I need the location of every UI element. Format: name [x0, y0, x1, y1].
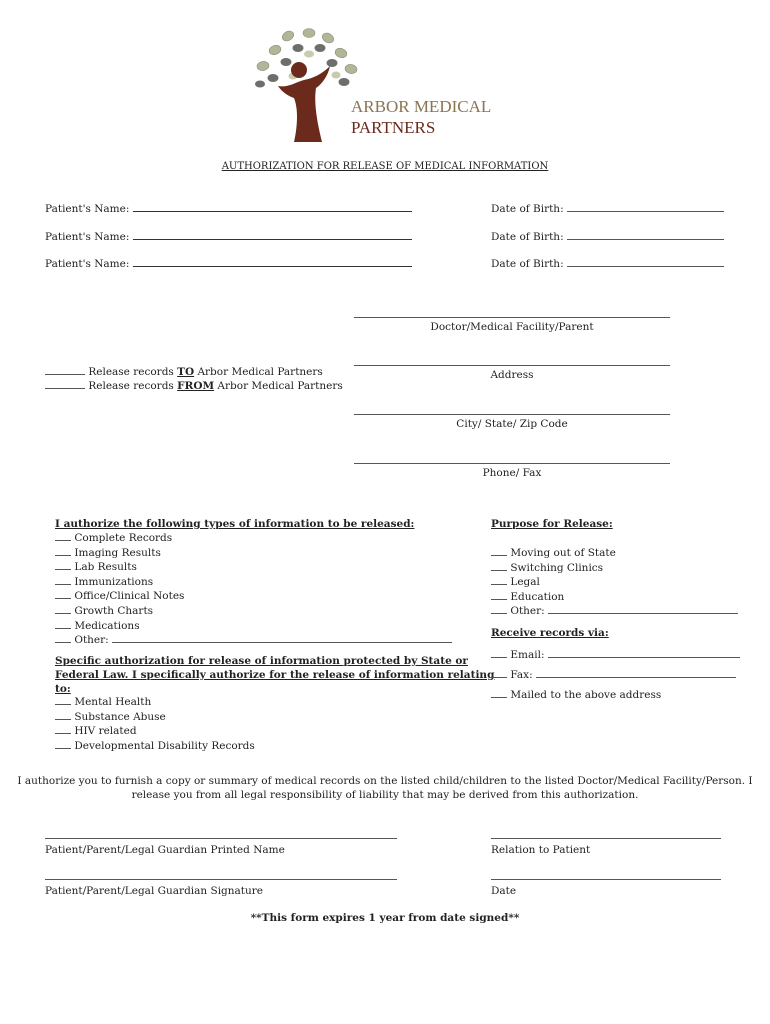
receive-email-label: Email: [510, 649, 545, 661]
patient-name-row-3 [45, 257, 412, 270]
address-label: Address [490, 369, 534, 381]
city-state-zip-label: City/ State/ Zip Code [456, 418, 568, 430]
list-item: Growth Charts [55, 604, 452, 619]
leaf [339, 78, 350, 86]
checkbox-line[interactable] [55, 695, 71, 705]
patient-name-field[interactable] [133, 257, 412, 267]
other-purpose-field[interactable] [548, 604, 738, 614]
address-field[interactable] [354, 357, 670, 366]
signature-field[interactable] [45, 873, 397, 880]
purpose-list [491, 546, 738, 619]
leaf [334, 47, 348, 60]
receive-heading: Receive records via: [491, 627, 609, 639]
leaf [315, 44, 326, 52]
dob-label: Date of Birth: [491, 231, 564, 243]
checkbox-line[interactable] [491, 604, 507, 614]
receive-mail-label: Mailed to the above address [510, 689, 662, 701]
receive-fax-label: Fax: [510, 669, 533, 681]
city-state-zip-field[interactable] [354, 406, 670, 415]
expiry-notice: **This form expires 1 year from date signed** [250, 912, 520, 924]
list-item: Legal [491, 575, 738, 590]
checkbox-line[interactable] [491, 546, 507, 556]
tree-logo [248, 26, 364, 148]
info-types-list [55, 531, 452, 648]
leaf [268, 74, 279, 82]
patient-name-row-2 [45, 230, 412, 243]
checkbox-line[interactable] [491, 688, 507, 698]
checkbox-line[interactable] [55, 604, 71, 614]
leaf [256, 61, 269, 72]
release-from-option [45, 379, 343, 392]
relation-field[interactable] [491, 832, 721, 839]
list-item: HIV related [55, 724, 255, 739]
receive-mail-option [491, 688, 661, 701]
leaf [327, 59, 338, 67]
release-from-text: Release records [88, 380, 178, 392]
checkbox-line[interactable] [491, 561, 507, 571]
release-to-text: Release records [88, 366, 178, 378]
dob-label: Date of Birth: [491, 258, 564, 270]
list-item: Education [491, 590, 738, 605]
list-item: Developmental Disability Records [55, 739, 255, 754]
specific-list [55, 695, 255, 753]
phone-fax-field[interactable] [354, 455, 670, 464]
leaf [281, 58, 292, 66]
release-from-checkbox-line[interactable] [45, 379, 85, 389]
other-info-field[interactable] [112, 633, 452, 643]
leaf [293, 44, 304, 52]
dob-row-2 [491, 230, 724, 243]
leaf [344, 64, 357, 75]
checkbox-line[interactable] [491, 590, 507, 600]
checkbox-line[interactable] [491, 575, 507, 585]
dob-field[interactable] [567, 230, 724, 240]
leaf [304, 51, 314, 58]
date-label: Date [491, 885, 517, 897]
date-field[interactable] [491, 873, 721, 880]
checkbox-line[interactable] [55, 724, 71, 734]
checkbox-line[interactable] [55, 710, 71, 720]
release-to-keyword: TO [177, 366, 195, 378]
release-to-checkbox-line[interactable] [45, 365, 85, 375]
authorization-statement-line2: release you from all legal responsibility of liability that may be derived from this authorization. [131, 789, 639, 801]
list-item: Switching Clinics [491, 561, 738, 576]
list-item: Substance Abuse [55, 710, 255, 725]
figure-body [278, 66, 330, 142]
patient-name-label: Patient's Name: [45, 231, 130, 243]
checkbox-line[interactable] [55, 633, 71, 643]
dob-row-3 [491, 257, 724, 270]
checkbox-line[interactable] [55, 531, 71, 541]
list-item: Other: [55, 633, 452, 648]
release-to-option [45, 365, 323, 378]
patient-name-label: Patient's Name: [45, 258, 130, 270]
list-item: Mental Health [55, 695, 255, 710]
list-item: Office/Clinical Notes [55, 589, 452, 604]
release-to-target: Arbor Medical Partners [194, 366, 323, 378]
checkbox-line[interactable] [55, 546, 71, 556]
checkbox-line[interactable] [491, 668, 507, 678]
fax-field[interactable] [536, 668, 736, 678]
list-item: Complete Records [55, 531, 452, 546]
checkbox-line[interactable] [55, 739, 71, 749]
phone-fax-label: Phone/ Fax [482, 467, 542, 479]
receive-email-option [491, 648, 740, 661]
leaf [321, 31, 336, 45]
dob-field[interactable] [567, 257, 724, 267]
dob-row-1 [491, 202, 724, 215]
list-item: Moving out of State [491, 546, 738, 561]
leaf [303, 29, 315, 38]
list-item: Medications [55, 619, 452, 634]
info-types-heading: I authorize the following types of information to be released: [55, 518, 415, 530]
email-field[interactable] [548, 648, 740, 658]
signature-label: Patient/Parent/Legal Guardian Signature [45, 885, 264, 897]
printed-name-label: Patient/Parent/Legal Guardian Printed Name [45, 844, 285, 856]
form-title: AUTHORIZATION FOR RELEASE OF MEDICAL INFORMATION [221, 161, 549, 172]
specific-heading-line1: Specific authorization for release of information protected by State or [55, 655, 468, 667]
brand-name-line1: ARBOR MEDICAL [351, 97, 492, 116]
figure-head [291, 62, 307, 78]
list-item: Other: [491, 604, 738, 619]
checkbox-line[interactable] [55, 619, 71, 629]
patient-name-row-1 [45, 202, 412, 215]
authorization-statement-line1: I authorize you to furnish a copy or summary of medical records on the listed child/children to the listed Doctor/Medical Facility/Person. I [17, 775, 753, 787]
dob-label: Date of Birth: [491, 203, 564, 215]
purpose-heading: Purpose for Release: [491, 518, 613, 530]
checkbox-line[interactable] [55, 589, 71, 599]
leaf [268, 44, 282, 57]
checkbox-line[interactable] [55, 575, 71, 585]
checkbox-line[interactable] [491, 648, 507, 658]
relation-label: Relation to Patient [491, 844, 591, 856]
patient-name-field[interactable] [133, 230, 412, 240]
printed-name-field[interactable] [45, 832, 397, 839]
brand-name-line2: PARTNERS [351, 118, 436, 137]
release-from-keyword: FROM [177, 380, 215, 392]
patient-name-field[interactable] [133, 202, 412, 212]
doctor-field[interactable] [354, 309, 670, 318]
leaf [332, 72, 341, 79]
leaf [255, 81, 265, 88]
checkbox-line[interactable] [55, 560, 71, 570]
leaf [281, 29, 296, 43]
specific-heading-line2: Federal Law. I specifically authorize for the release of information relating [55, 669, 495, 681]
list-item: Immunizations [55, 575, 452, 590]
release-from-target: Arbor Medical Partners [214, 380, 343, 392]
receive-fax-option [491, 668, 736, 681]
patient-name-label: Patient's Name: [45, 203, 130, 215]
dob-field[interactable] [567, 202, 724, 212]
list-item: Imaging Results [55, 546, 452, 561]
specific-heading-line3: to: [55, 683, 71, 695]
list-item: Lab Results [55, 560, 452, 575]
doctor-label: Doctor/Medical Facility/Parent [430, 321, 594, 333]
